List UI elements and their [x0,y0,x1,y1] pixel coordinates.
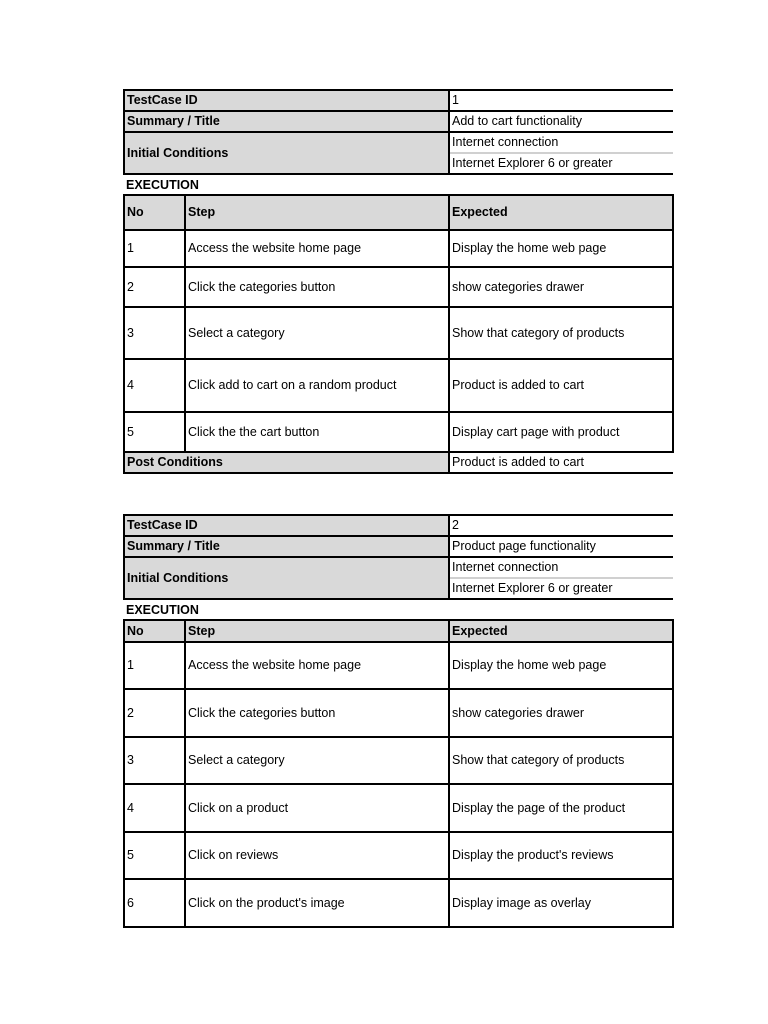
step-no: 3 [124,737,185,784]
col-no-header: No [124,195,185,230]
step-no: 6 [124,879,185,927]
initial-condition-2: Internet Explorer 6 or greater [449,153,673,174]
post-conditions-row [124,452,673,473]
testcase-id-row [124,515,673,536]
step-text: Click the categories button [185,267,449,307]
initial-conditions-row [124,132,673,153]
step-no: 3 [124,307,185,359]
col-expected-header: Expected [449,620,673,642]
step-text: Click on a product [185,784,449,832]
execution-label: EXECUTION [124,174,673,195]
step-no: 5 [124,832,185,879]
step-expected: Display cart page with product [449,412,673,452]
step-expected: Display the page of the product [449,784,673,832]
initial-condition-1: Internet connection [449,132,673,153]
initial-conditions-label: Initial Conditions [124,132,449,174]
step-no: 1 [124,642,185,689]
execution-label: EXECUTION [124,599,673,620]
summary-label: Summary / Title [124,111,449,132]
step-text: Click the the cart button [185,412,449,452]
table-row [124,307,673,359]
table-row [124,879,673,927]
step-text: Click the categories button [185,689,449,737]
col-step-header: Step [185,620,449,642]
step-expected: Display the product's reviews [449,832,673,879]
testcase-table-2 [123,514,674,928]
initial-conditions-row [124,557,673,578]
testcase-id-label: TestCase ID [124,515,449,536]
step-no: 1 [124,230,185,267]
col-step-header: Step [185,195,449,230]
step-no: 4 [124,359,185,412]
step-expected: Display the home web page [449,230,673,267]
table-row [124,412,673,452]
step-text: Access the website home page [185,230,449,267]
step-expected: show categories drawer [449,267,673,307]
step-text: Click add to cart on a random product [185,359,449,412]
table-row [124,689,673,737]
testcase-id-row [124,90,673,111]
testcase-id-label: TestCase ID [124,90,449,111]
summary-label: Summary / Title [124,536,449,557]
execution-row [124,174,673,195]
table-row [124,642,673,689]
step-expected: Show that category of products [449,737,673,784]
table-row [124,832,673,879]
steps-header-row [124,620,673,642]
step-text: Select a category [185,737,449,784]
initial-conditions-label: Initial Conditions [124,557,449,599]
table-row [124,359,673,412]
summary-row [124,111,673,132]
table-row [124,267,673,307]
step-text: Access the website home page [185,642,449,689]
step-no: 2 [124,689,185,737]
testcase-id-value: 1 [449,90,673,111]
summary-value: Product page functionality [449,536,673,557]
step-text: Click on reviews [185,832,449,879]
col-no-header: No [124,620,185,642]
step-expected: show categories drawer [449,689,673,737]
step-expected: Show that category of products [449,307,673,359]
step-text: Select a category [185,307,449,359]
table-row [124,784,673,832]
initial-condition-2: Internet Explorer 6 or greater [449,578,673,599]
step-expected: Product is added to cart [449,359,673,412]
step-expected: Display the home web page [449,642,673,689]
execution-row [124,599,673,620]
table-row [124,230,673,267]
step-no: 2 [124,267,185,307]
testcase-table-1 [123,89,674,474]
step-text: Click on the product's image [185,879,449,927]
summary-value: Add to cart functionality [449,111,673,132]
step-expected: Display image as overlay [449,879,673,927]
post-conditions-label: Post Conditions [124,452,449,473]
initial-condition-1: Internet connection [449,557,673,578]
col-expected-header: Expected [449,195,673,230]
step-no: 4 [124,784,185,832]
step-no: 5 [124,412,185,452]
table-row [124,737,673,784]
post-conditions-value: Product is added to cart [449,452,673,473]
testcase-id-value: 2 [449,515,673,536]
summary-row [124,536,673,557]
steps-header-row [124,195,673,230]
